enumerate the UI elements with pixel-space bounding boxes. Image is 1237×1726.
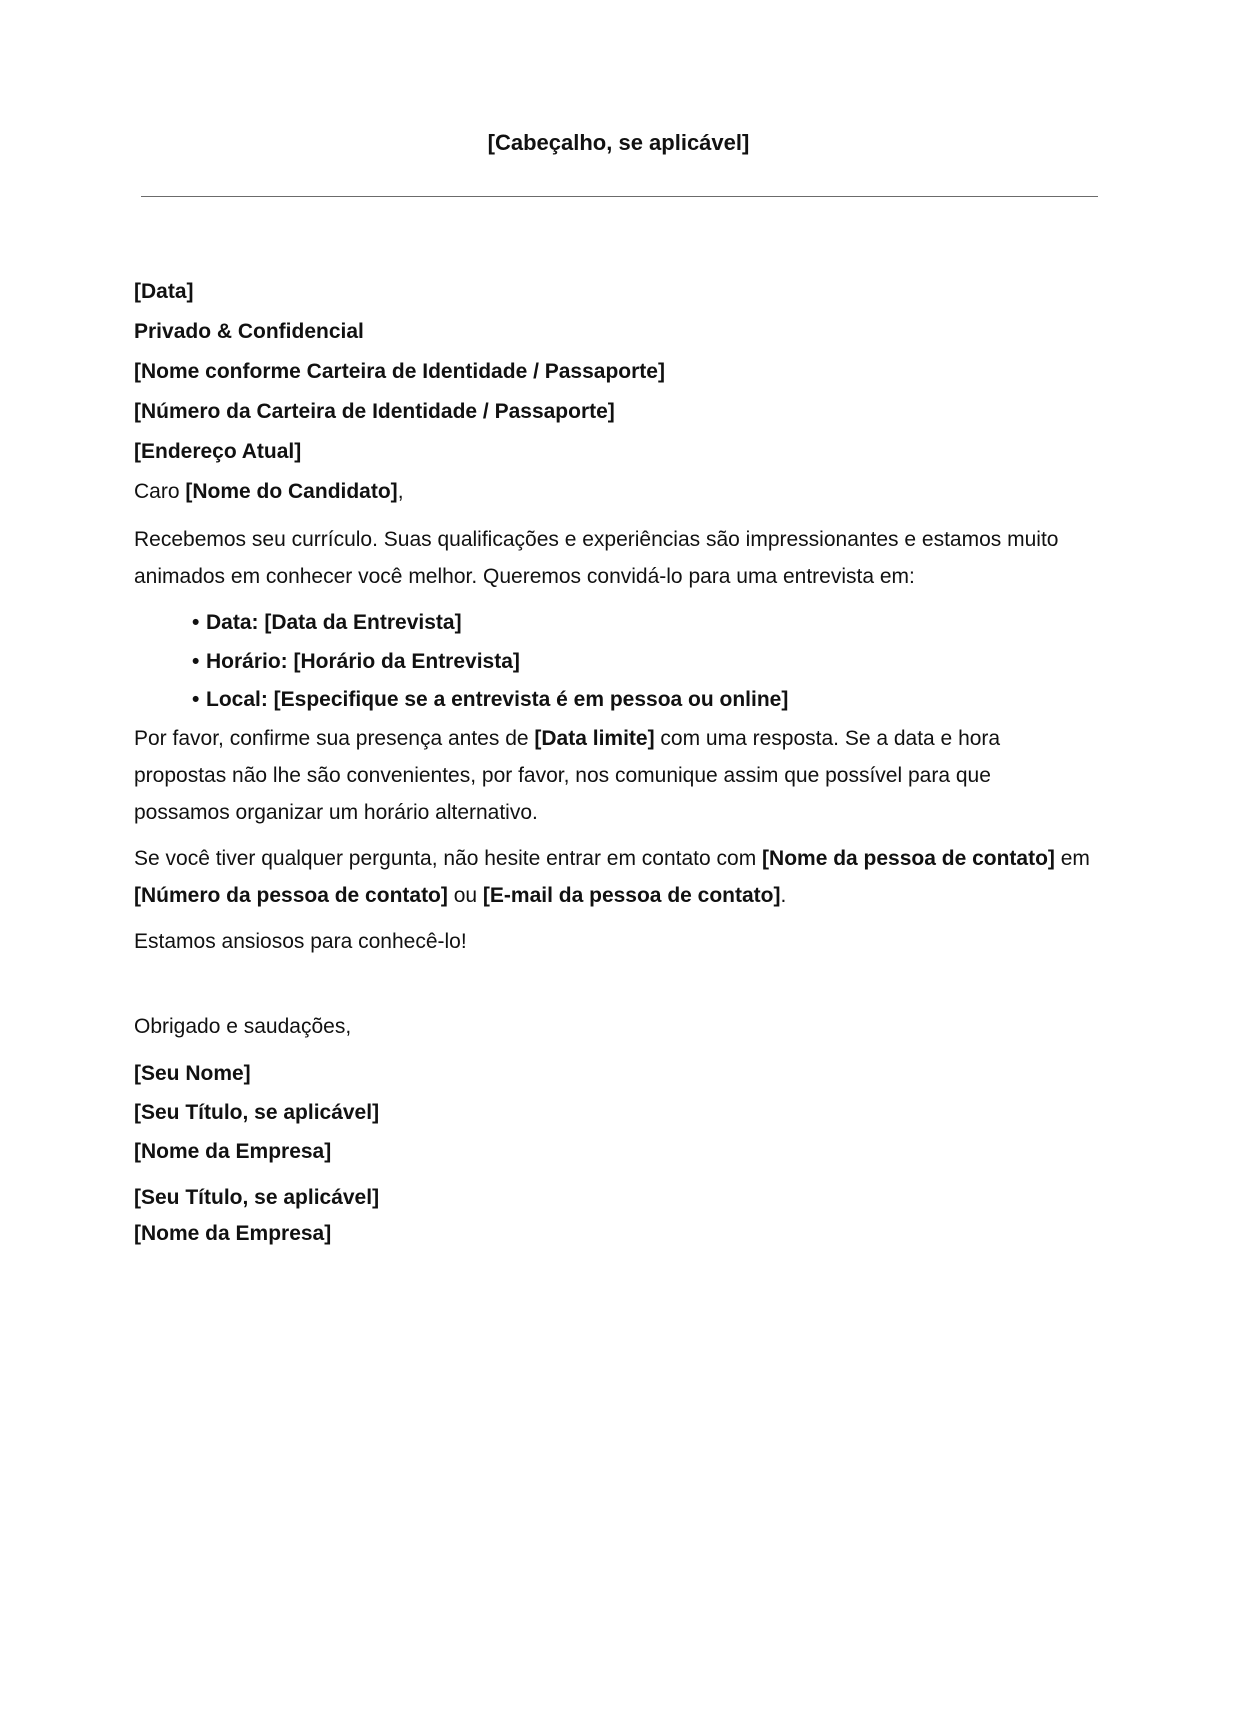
deadline-date: [Data limite] [534, 726, 655, 750]
salutation-prefix: Caro [134, 480, 186, 503]
interview-date: Data: [Data da Entrevista] [206, 611, 462, 634]
header-title: [Cabeçalho, se aplicável] [487, 130, 750, 155]
contact-person-name: [Nome da pessoa de contato] [762, 846, 1055, 870]
contact-person-number: [Número da pessoa de contato] [134, 883, 448, 907]
intro-paragraph: Recebemos seu currículo. Suas qualificações e experiências são impressionantes e estamos muito animados em conhecer você melhor. Queremos convidá-lo para uma entrevista em: [134, 528, 1059, 588]
header-divider [141, 196, 1098, 197]
interview-details-list [134, 604, 1114, 720]
recipient-name: [Nome conforme Carteira de Identidade / Passaporte] [134, 360, 665, 383]
spacer [134, 1171, 1114, 1180]
signature-name: [Seu Nome] [134, 1061, 251, 1085]
signature-block [134, 1054, 1114, 1252]
candidate-name: [Nome do Candidato] [185, 480, 398, 503]
confirm-text-end: com uma resposta. Se a data e hora propostas não lhe são convenientes, por favor, nos comunique assim que possível para que possamos organizar um horário alternativo. [134, 726, 1001, 824]
list-item-interview-time [192, 643, 1114, 682]
contact-text-ou: ou [447, 883, 483, 907]
list-item-interview-date [192, 604, 1114, 643]
bullet-icon: • [192, 649, 200, 673]
list-item-interview-location [192, 681, 1114, 720]
letter-date: [Data] [134, 280, 194, 303]
confirm-text-start: Por favor, confirme sua presença antes de [134, 726, 535, 750]
interview-time: Horário: [Horário da Entrevista] [206, 649, 520, 673]
contact-paragraph [134, 840, 1109, 914]
recipient-id-number: [Número da Carteira de Identidade / Passaporte] [134, 400, 615, 423]
letter-body [134, 272, 1114, 1252]
contact-text-end: . [780, 883, 787, 907]
contact-person-email: [E-mail da pessoa de contato] [482, 883, 781, 907]
recipient-address: [Endereço Atual] [134, 440, 302, 463]
contact-text-em: em [1054, 846, 1090, 870]
signature-company: [Nome da Empresa] [134, 1139, 332, 1163]
closing-line: Obrigado e saudações, [134, 1014, 352, 1038]
looking-forward-line: Estamos ansiosos para conhecê-lo! [134, 929, 467, 953]
confidential-label: Privado & Confidencial [134, 320, 364, 343]
salutation [134, 472, 1114, 512]
interview-location: Local: [Especifique se a entrevista é em pessoa ou online] [206, 688, 789, 711]
bullet-icon: • [192, 688, 200, 711]
signature-title: [Seu Título, se aplicável] [134, 1100, 380, 1124]
signature-title-repeat: [Seu Título, se aplicável] [134, 1185, 380, 1209]
salutation-suffix: , [397, 480, 404, 503]
signature-company-repeat: [Nome da Empresa] [134, 1221, 332, 1245]
contact-text-start: Se você tiver qualquer pergunta, não hesite entrar em contato com [134, 846, 763, 870]
spacer [134, 960, 1114, 1008]
confirmation-paragraph [134, 720, 1074, 831]
bullet-icon: • [192, 611, 200, 634]
